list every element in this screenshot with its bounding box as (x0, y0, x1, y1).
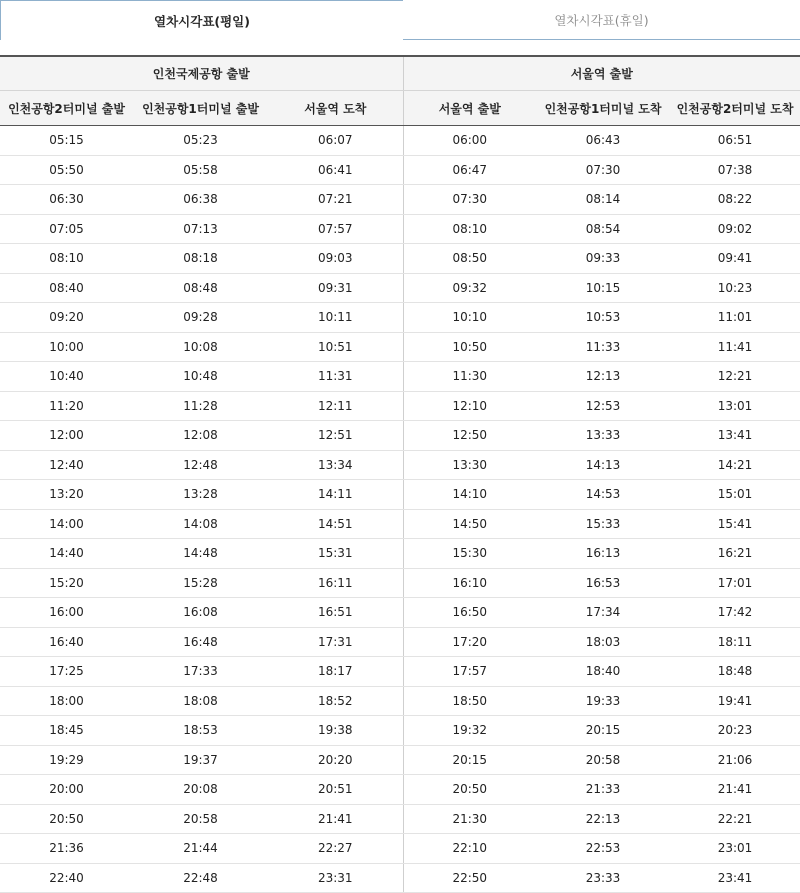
table-row (0, 450, 800, 480)
time-cell: 13:30 (403, 450, 536, 480)
time-cell: 08:14 (536, 185, 670, 215)
table-row (0, 627, 800, 657)
time-cell: 17:42 (670, 598, 800, 628)
table-row (0, 657, 800, 687)
time-cell: 21:41 (268, 804, 403, 834)
time-cell: 17:57 (403, 657, 536, 687)
time-cell: 11:30 (403, 362, 536, 392)
time-cell: 12:51 (268, 421, 403, 451)
time-cell: 12:00 (0, 421, 133, 451)
time-cell: 14:21 (670, 450, 800, 480)
time-cell: 12:08 (133, 421, 268, 451)
time-cell: 12:21 (670, 362, 800, 392)
time-cell: 18:53 (133, 716, 268, 746)
time-cell: 20:50 (403, 775, 536, 805)
time-cell: 23:41 (670, 863, 800, 893)
time-cell: 10:10 (403, 303, 536, 333)
time-cell: 18:40 (536, 657, 670, 687)
time-cell: 17:20 (403, 627, 536, 657)
time-cell: 09:03 (268, 244, 403, 274)
time-cell: 19:33 (536, 686, 670, 716)
time-cell: 09:31 (268, 273, 403, 303)
time-cell: 16:10 (403, 568, 536, 598)
time-cell: 09:02 (670, 214, 800, 244)
time-cell: 18:00 (0, 686, 133, 716)
time-cell: 18:11 (670, 627, 800, 657)
time-cell: 19:29 (0, 745, 133, 775)
table-row (0, 863, 800, 893)
time-cell: 16:13 (536, 539, 670, 569)
time-cell: 14:48 (133, 539, 268, 569)
table-row (0, 362, 800, 392)
time-cell: 22:27 (268, 834, 403, 864)
time-cell: 21:41 (670, 775, 800, 805)
time-cell: 15:28 (133, 568, 268, 598)
table-row (0, 332, 800, 362)
time-cell: 13:28 (133, 480, 268, 510)
time-cell: 21:36 (0, 834, 133, 864)
time-cell: 06:30 (0, 185, 133, 215)
time-cell: 14:00 (0, 509, 133, 539)
time-cell: 08:48 (133, 273, 268, 303)
time-cell: 20:20 (268, 745, 403, 775)
time-cell: 22:13 (536, 804, 670, 834)
group-header-seoul-departure: 서울역 출발 (403, 56, 800, 91)
table-row (0, 539, 800, 569)
time-cell: 14:13 (536, 450, 670, 480)
time-cell: 16:51 (268, 598, 403, 628)
time-cell: 06:43 (536, 126, 670, 156)
table-row (0, 775, 800, 805)
time-cell: 22:53 (536, 834, 670, 864)
time-cell: 07:30 (536, 155, 670, 185)
time-cell: 18:50 (403, 686, 536, 716)
time-cell: 20:51 (268, 775, 403, 805)
time-cell: 21:33 (536, 775, 670, 805)
time-cell: 10:08 (133, 332, 268, 362)
table-row (0, 421, 800, 451)
time-cell: 21:06 (670, 745, 800, 775)
time-cell: 20:00 (0, 775, 133, 805)
column-header: 인천공항2터미널 출발 (0, 91, 133, 126)
time-cell: 08:22 (670, 185, 800, 215)
time-cell: 19:38 (268, 716, 403, 746)
time-cell: 08:54 (536, 214, 670, 244)
column-header: 서울역 도착 (268, 91, 403, 126)
time-cell: 15:20 (0, 568, 133, 598)
time-cell: 16:48 (133, 627, 268, 657)
table-row (0, 834, 800, 864)
time-cell: 05:58 (133, 155, 268, 185)
time-cell: 12:13 (536, 362, 670, 392)
time-cell: 14:51 (268, 509, 403, 539)
time-cell: 12:48 (133, 450, 268, 480)
time-cell: 15:01 (670, 480, 800, 510)
time-cell: 21:44 (133, 834, 268, 864)
time-cell: 14:40 (0, 539, 133, 569)
time-cell: 06:41 (268, 155, 403, 185)
timetable (0, 55, 800, 893)
table-row (0, 155, 800, 185)
time-cell: 16:53 (536, 568, 670, 598)
table-row (0, 598, 800, 628)
time-cell: 16:08 (133, 598, 268, 628)
time-cell: 08:18 (133, 244, 268, 274)
table-row (0, 804, 800, 834)
column-header: 서울역 출발 (403, 91, 536, 126)
time-cell: 12:11 (268, 391, 403, 421)
time-cell: 20:08 (133, 775, 268, 805)
time-cell: 13:41 (670, 421, 800, 451)
time-cell: 14:53 (536, 480, 670, 510)
table-row (0, 509, 800, 539)
column-header: 인천공항1터미널 출발 (133, 91, 268, 126)
time-cell: 09:41 (670, 244, 800, 274)
time-cell: 08:10 (0, 244, 133, 274)
time-cell: 06:51 (670, 126, 800, 156)
time-cell: 10:15 (536, 273, 670, 303)
time-cell: 23:33 (536, 863, 670, 893)
time-cell: 23:31 (268, 863, 403, 893)
time-cell: 09:32 (403, 273, 536, 303)
time-cell: 10:23 (670, 273, 800, 303)
time-cell: 11:41 (670, 332, 800, 362)
time-cell: 06:47 (403, 155, 536, 185)
table-row (0, 244, 800, 274)
table-row (0, 745, 800, 775)
time-cell: 13:01 (670, 391, 800, 421)
time-cell: 15:30 (403, 539, 536, 569)
time-cell: 16:50 (403, 598, 536, 628)
time-cell: 10:48 (133, 362, 268, 392)
time-cell: 17:01 (670, 568, 800, 598)
time-cell: 13:33 (536, 421, 670, 451)
timetable-body (0, 126, 800, 893)
tab-weekday[interactable]: 열차시각표(평일) (0, 0, 404, 40)
time-cell: 13:20 (0, 480, 133, 510)
time-cell: 20:15 (536, 716, 670, 746)
time-cell: 07:57 (268, 214, 403, 244)
timetable-table (0, 55, 800, 893)
time-cell: 22:48 (133, 863, 268, 893)
time-cell: 12:10 (403, 391, 536, 421)
time-cell: 19:37 (133, 745, 268, 775)
time-cell: 16:40 (0, 627, 133, 657)
table-row (0, 185, 800, 215)
time-cell: 11:31 (268, 362, 403, 392)
time-cell: 18:48 (670, 657, 800, 687)
time-cell: 20:50 (0, 804, 133, 834)
time-cell: 10:40 (0, 362, 133, 392)
time-cell: 08:10 (403, 214, 536, 244)
time-cell: 16:21 (670, 539, 800, 569)
time-cell: 20:58 (536, 745, 670, 775)
time-cell: 22:21 (670, 804, 800, 834)
time-cell: 11:33 (536, 332, 670, 362)
time-cell: 08:50 (403, 244, 536, 274)
time-cell: 05:15 (0, 126, 133, 156)
time-cell: 10:00 (0, 332, 133, 362)
time-cell: 06:07 (268, 126, 403, 156)
timetable-tabs (0, 0, 800, 40)
time-cell: 18:52 (268, 686, 403, 716)
table-row (0, 391, 800, 421)
time-cell: 12:40 (0, 450, 133, 480)
time-cell: 10:11 (268, 303, 403, 333)
time-cell: 22:10 (403, 834, 536, 864)
time-cell: 06:00 (403, 126, 536, 156)
table-row (0, 686, 800, 716)
time-cell: 16:00 (0, 598, 133, 628)
time-cell: 22:40 (0, 863, 133, 893)
time-cell: 20:23 (670, 716, 800, 746)
time-cell: 15:41 (670, 509, 800, 539)
table-row (0, 126, 800, 156)
time-cell: 15:33 (536, 509, 670, 539)
time-cell: 10:53 (536, 303, 670, 333)
time-cell: 08:40 (0, 273, 133, 303)
table-row (0, 273, 800, 303)
time-cell: 11:01 (670, 303, 800, 333)
column-header: 인천공항2터미널 도착 (670, 91, 800, 126)
column-header: 인천공항1터미널 도착 (536, 91, 670, 126)
time-cell: 18:45 (0, 716, 133, 746)
time-cell: 18:08 (133, 686, 268, 716)
time-cell: 19:41 (670, 686, 800, 716)
time-cell: 15:31 (268, 539, 403, 569)
time-cell: 10:51 (268, 332, 403, 362)
tab-holiday[interactable]: 열차시각표(휴일) (403, 0, 800, 40)
time-cell: 07:38 (670, 155, 800, 185)
time-cell: 17:25 (0, 657, 133, 687)
table-row (0, 480, 800, 510)
time-cell: 23:01 (670, 834, 800, 864)
time-cell: 07:13 (133, 214, 268, 244)
time-cell: 09:33 (536, 244, 670, 274)
time-cell: 16:11 (268, 568, 403, 598)
time-cell: 18:17 (268, 657, 403, 687)
table-row (0, 716, 800, 746)
time-cell: 06:38 (133, 185, 268, 215)
time-cell: 11:28 (133, 391, 268, 421)
time-cell: 05:50 (0, 155, 133, 185)
time-cell: 18:03 (536, 627, 670, 657)
time-cell: 09:20 (0, 303, 133, 333)
time-cell: 12:53 (536, 391, 670, 421)
time-cell: 10:50 (403, 332, 536, 362)
time-cell: 07:30 (403, 185, 536, 215)
time-cell: 05:23 (133, 126, 268, 156)
group-header-incheon-departure: 인천국제공항 출발 (0, 56, 403, 91)
time-cell: 07:21 (268, 185, 403, 215)
time-cell: 17:34 (536, 598, 670, 628)
time-cell: 17:33 (133, 657, 268, 687)
table-row (0, 568, 800, 598)
time-cell: 11:20 (0, 391, 133, 421)
time-cell: 14:50 (403, 509, 536, 539)
time-cell: 07:05 (0, 214, 133, 244)
table-row (0, 303, 800, 333)
time-cell: 13:34 (268, 450, 403, 480)
time-cell: 09:28 (133, 303, 268, 333)
time-cell: 12:50 (403, 421, 536, 451)
time-cell: 19:32 (403, 716, 536, 746)
time-cell: 14:10 (403, 480, 536, 510)
time-cell: 21:30 (403, 804, 536, 834)
time-cell: 22:50 (403, 863, 536, 893)
table-row (0, 214, 800, 244)
time-cell: 17:31 (268, 627, 403, 657)
time-cell: 14:11 (268, 480, 403, 510)
time-cell: 14:08 (133, 509, 268, 539)
time-cell: 20:15 (403, 745, 536, 775)
time-cell: 20:58 (133, 804, 268, 834)
